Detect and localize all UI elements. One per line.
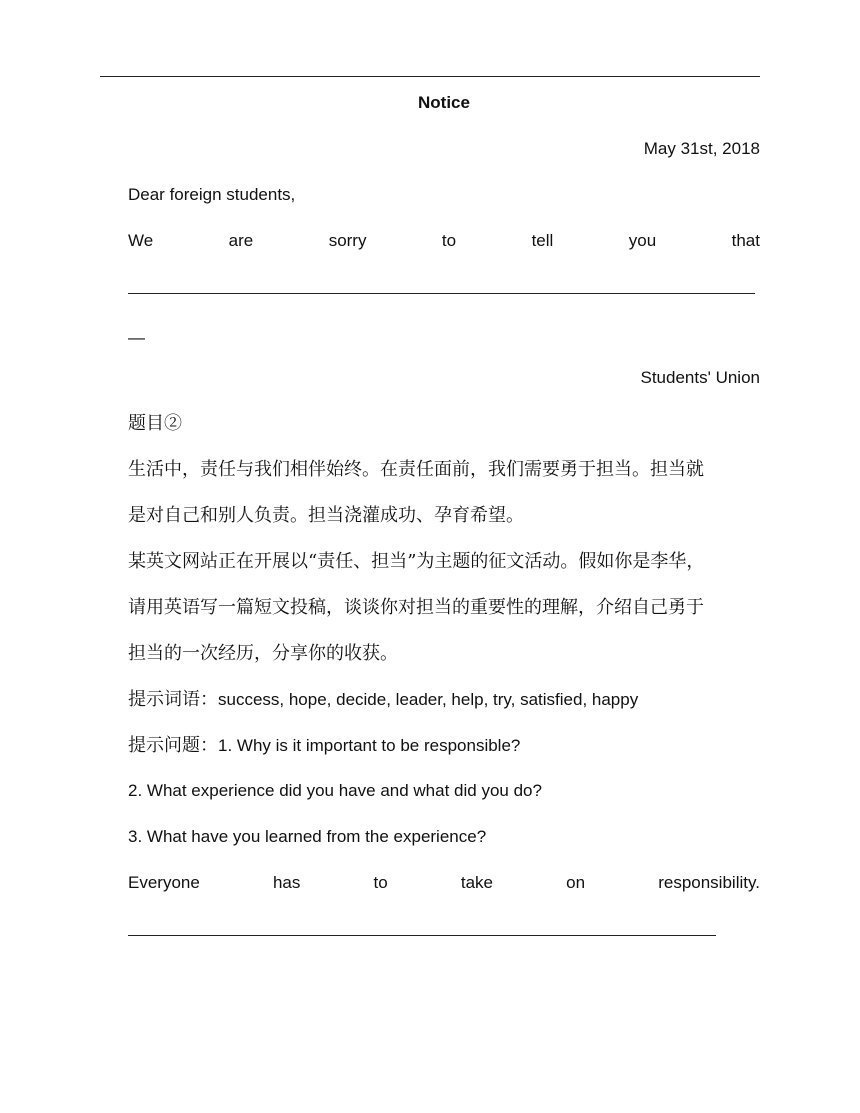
top-rule	[100, 76, 760, 77]
greeting: Dear foreign students,	[128, 185, 296, 204]
word: are	[228, 231, 254, 250]
word: responsibility.	[658, 873, 760, 892]
word: We	[128, 231, 154, 250]
notice-sentence-start	[128, 229, 760, 253]
essay-start-sentence	[128, 871, 760, 895]
hint-words-label: 提示词语：	[128, 689, 218, 710]
prompt-paragraph-2-line-3: 担当的一次经历，分享你的收获。	[128, 643, 398, 664]
prompt-paragraph-1-line-1: 生活中，责任与我们相伴始终。在责任面前，我们需要勇于担当。担当就	[128, 459, 704, 480]
word: has	[272, 873, 301, 892]
question-1: 1. Why is it important to be responsible?	[218, 736, 521, 755]
hint-questions-label: 提示问题：	[128, 735, 218, 756]
word: sorry	[328, 231, 367, 250]
word: tell	[531, 231, 554, 250]
prompt-paragraph-1-line-2: 是对自己和别人负责。担当浇灌成功、孕育希望。	[128, 505, 524, 526]
hint-words	[128, 688, 760, 712]
word: Everyone	[128, 873, 200, 892]
signature: Students' Union	[640, 368, 760, 387]
essay-blank-line	[128, 935, 716, 936]
topic-heading: 题目②	[128, 413, 182, 434]
word: to	[373, 873, 388, 892]
word: you	[628, 231, 657, 250]
question-3: 3. What have you learned from the experience?	[128, 827, 487, 846]
word: on	[566, 873, 586, 892]
prompt-paragraph-2-line-2: 请用英语写一篇短文投稿，谈谈你对担当的重要性的理解，介绍自己勇于	[128, 597, 704, 618]
prompt-paragraph-2-line-1: 某英文网站正在开展以“责任、担当”为主题的征文活动。假如你是李华，	[128, 551, 705, 572]
notice-date: May 31st, 2018	[643, 139, 760, 158]
word: to	[441, 231, 457, 250]
writing-blank-continuation: —	[128, 328, 145, 347]
word: that	[731, 231, 760, 250]
notice-title: Notice	[418, 93, 470, 112]
hint-questions	[128, 734, 760, 758]
writing-blank-line	[128, 293, 755, 294]
word: take	[460, 873, 493, 892]
hint-words-list: success, hope, decide, leader, help, try, satisfied, happy	[218, 690, 639, 709]
question-2: 2. What experience did you have and what did you do?	[128, 781, 542, 800]
